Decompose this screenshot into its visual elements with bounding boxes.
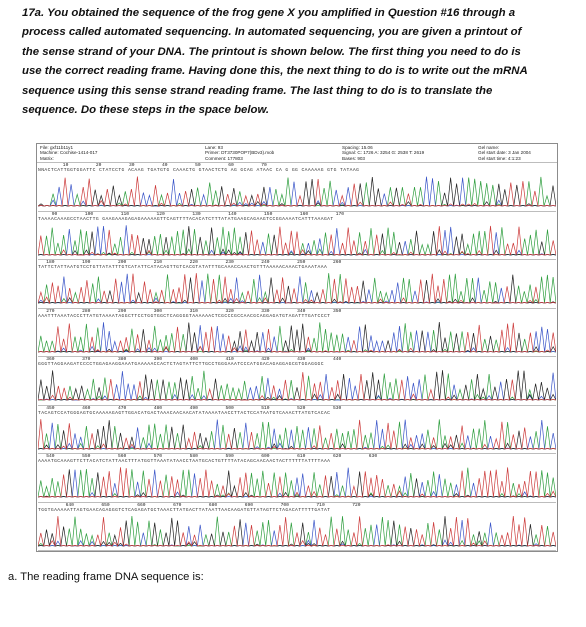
position-ticks: 10 20 30 40 50 60 70 (38, 163, 267, 168)
trace-chart (38, 224, 556, 256)
trace-line-a (38, 322, 556, 352)
question-line: process called automated sequencing. In automated sequencing, you are given a printout of (22, 26, 522, 39)
trace-line-g (38, 516, 556, 546)
header-gel-info (478, 145, 531, 161)
trace-line-a (38, 419, 556, 449)
header-primer: Primer: DT3730POP7(BDv3).mob (205, 150, 275, 156)
base-calls: TATTCTATTAATGTCCTGTTATATTTGTCATATTCATACAGTTGTCACGTATATTTGCAAACCAACTGTTTAAAAACAAACTGAAATAAA (38, 265, 328, 270)
trace-line-c (38, 322, 556, 352)
trace-line-c (38, 274, 556, 303)
trace-line-g (38, 322, 556, 352)
header-gel-time: Gel start time: 4:1:23 (478, 155, 521, 161)
base-calls: GGGTTAGGAAGATCCCCTGGAGAAGGAAATGAAAAACCACTCTAGTATTCTTGCCTGGGAAATCCCATGGACAGAGGAGCGTGGAGGGC (38, 362, 324, 367)
trace-chart (38, 466, 556, 498)
trace-line-t (38, 467, 556, 497)
position-ticks: 180 190 200 210 220 230 240 250 260 (38, 260, 342, 265)
trace-chart (38, 272, 556, 304)
trace-chart (38, 175, 556, 207)
header-spacing: Spacing: 15.06 (342, 145, 373, 150)
chromatogram-row (38, 260, 556, 309)
question-line: sequence using this sense strand reading frame. The last thing to do is to translate the (22, 84, 493, 97)
header-file-info (40, 145, 97, 161)
position-ticks: 270 280 290 300 310 320 330 340 350 (38, 308, 342, 314)
header-signal-info (342, 145, 424, 161)
header-gel-date: Gel start date: 3 Jan 2004 (478, 150, 531, 156)
chromatogram-row (38, 309, 556, 358)
trace-line-t (38, 516, 556, 546)
row-divider (38, 550, 556, 551)
trace-chart (38, 418, 556, 450)
question-line: 17a. You obtained the sequence of the frog gene X you amplified in Question #16 through a (22, 7, 516, 19)
base-calls: TACAGTCCATGGGAGTGCAAAAAGAGTTGGACATGACTAAACAACAACATATAAAATAACCTTACTCCATAATGTCAAACTTATGTCACAC (38, 410, 331, 416)
position-ticks: 640 650 660 670 680 690 700 710 720 (38, 502, 361, 508)
trace-line-a (38, 226, 556, 254)
chromatogram-row (38, 357, 556, 406)
chromatogram-row (38, 503, 556, 552)
header-lane-info (205, 145, 274, 161)
chromatogram-row (38, 454, 556, 503)
header-lane: Lane: 93 (205, 145, 223, 150)
position-ticks: 540 550 560 570 580 590 600 610 620 630 (38, 454, 378, 459)
chromatogram-row (38, 163, 556, 212)
base-calls: AAAATGCAAAGTTCTTACATCTATTAACTTTATGGTTAAATATAACCTAATGCACTGTTTTATACAGCAACAACTACTTTTTTATTTTAAA (38, 459, 331, 464)
header-file: File: gxf11b11y1 (40, 145, 74, 150)
base-calls: NNACTCATTGGTGGATTC CTATCCTG ACAAG TGATGTG CAAACTG GTAACTCTG AG GCAG ATAAC CA G GG CAAAAAG GTG TATAAG (38, 168, 360, 173)
base-calls: AAATTTAAATACCCTTATGTAAAATAGGCTTCCTGGTGGCTCAGGGGTAAAAAACTCGCCCGCCAACGCAGGAGATGTAGATTTGATCCCT (38, 313, 331, 319)
trace-line-t (38, 322, 556, 351)
position-ticks: 360 370 380 390 400 410 420 430 440 (38, 357, 342, 362)
chromatogram-row (38, 212, 556, 261)
header-bases: Bases: 903 (342, 155, 365, 161)
header-gel-name: Gel name: (478, 145, 500, 150)
header-matrix: Matrix: (40, 155, 54, 161)
question-line: sequence. Do these steps in the space below. (22, 104, 270, 117)
base-calls: TAAAACAAAGCCTAACTTG GAAGAAAGAGAGAAAAAGTTCAGTTTTACACATCTTTATATGAAGCAGAAGTCCGGAAAATCATTTAAAGAT (38, 216, 334, 222)
header-machine: Machine: Cochise-1414-017 (40, 150, 98, 156)
trace-line-a (38, 516, 556, 546)
base-calls: TGGTGAAAAATTAGTGAACAGAGGGTCTCAGAGATGCTAAACTTATGACTTATAATTAACAAGATGTTATAGTTCTAGACATTTTTGATAT (38, 507, 331, 513)
question-text (22, 4, 574, 120)
header-signal: Signal: C: 1726 A: 3254 G: 2538 T: 2619 (342, 150, 425, 156)
trace-chart (38, 369, 556, 401)
trace-chart (38, 321, 556, 353)
trace-chart (38, 515, 556, 547)
question-line: the sense strand of your DNA. The printout is shown below. The first thing you need to do is (22, 45, 521, 58)
trace-line-a (38, 371, 556, 400)
position-ticks: 90 100 110 120 130 140 150 160 170 (38, 211, 344, 217)
position-ticks: 450 460 470 480 490 500 510 520 530 (38, 405, 342, 411)
header-comment: Comment: 177803 (205, 155, 243, 161)
answer-prompt: a. The reading frame DNA sequence is: (8, 571, 204, 583)
chromatogram-row (38, 406, 556, 455)
sequencing-printout (36, 143, 558, 552)
question-line: use the correct reading frame. Having done this, the next thing to do is to write out the mRNA (22, 65, 528, 78)
